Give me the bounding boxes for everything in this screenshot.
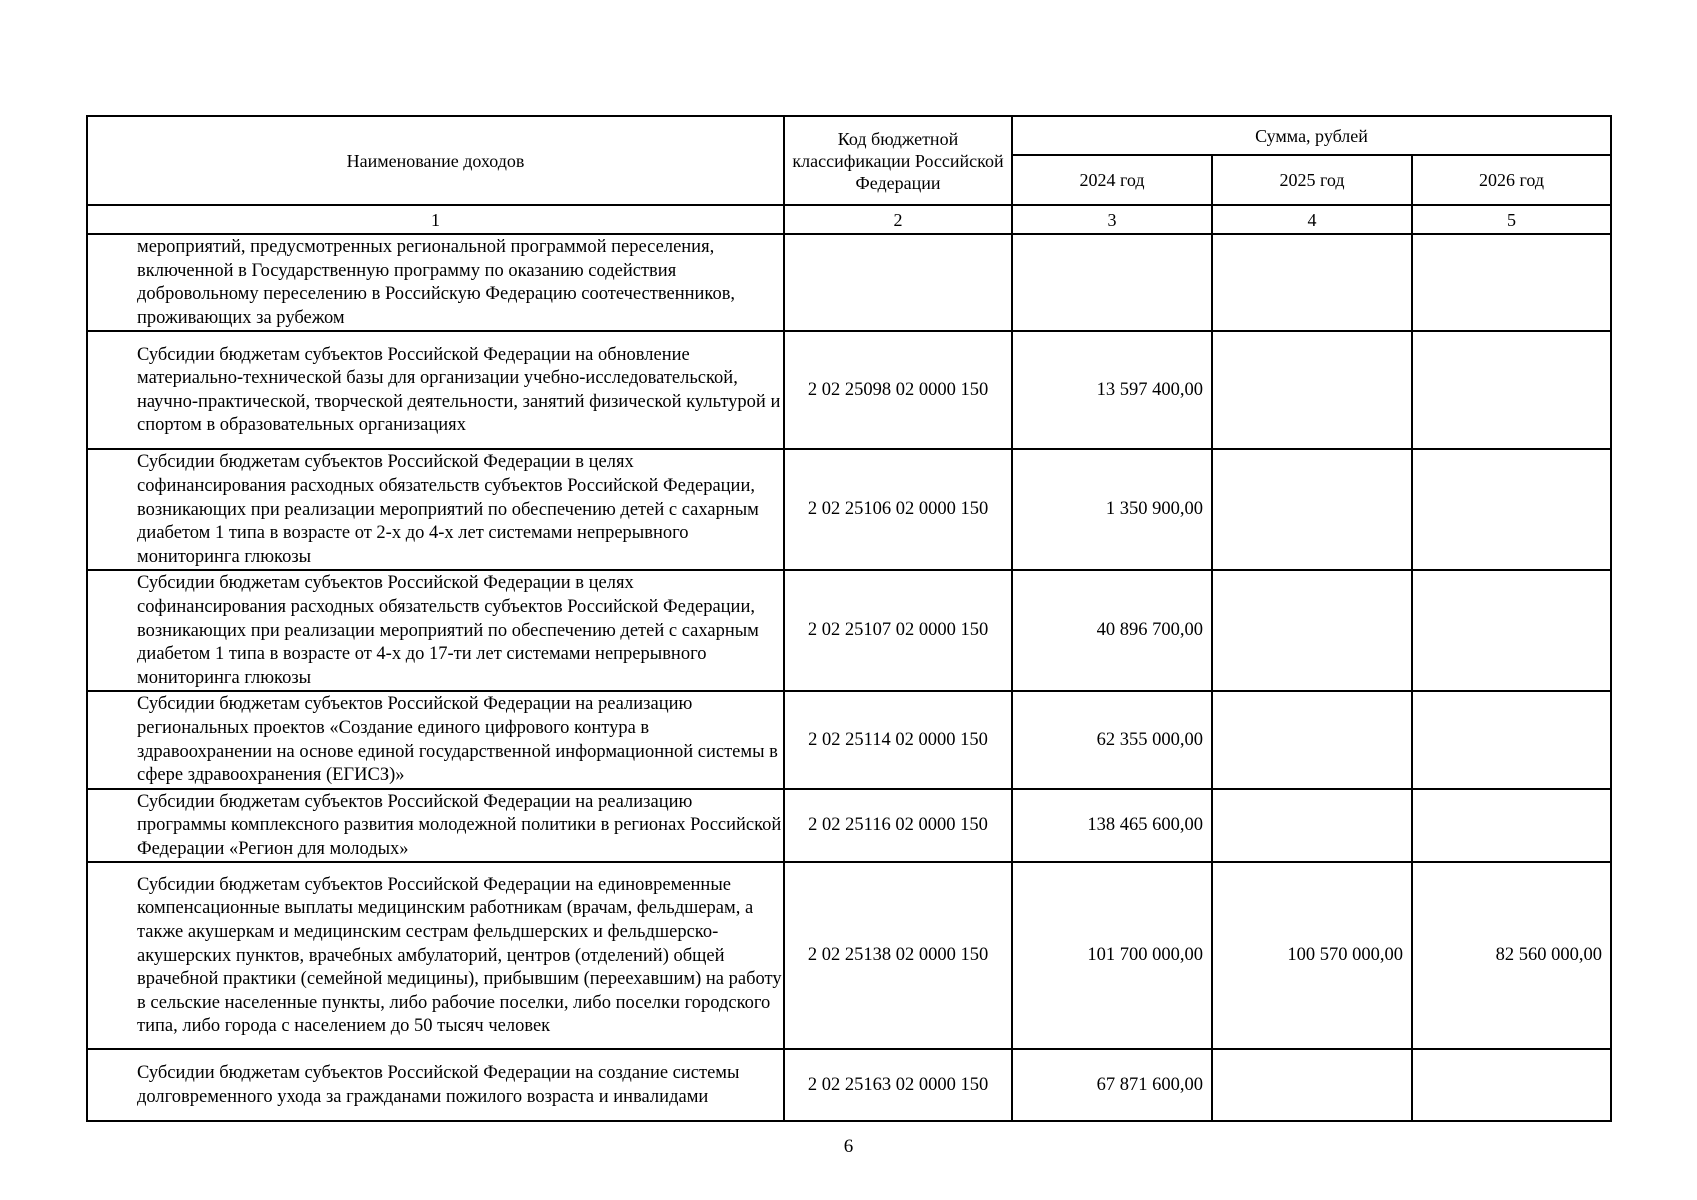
amount-2025 — [1212, 691, 1412, 788]
column-number: 2 — [784, 205, 1012, 234]
amount-2025 — [1212, 789, 1412, 863]
amount-2024: 1 350 900,00 — [1012, 449, 1212, 570]
budget-code: 2 02 25106 02 0000 150 — [784, 449, 1012, 570]
amount-2024: 40 896 700,00 — [1012, 570, 1212, 691]
table-row — [87, 1049, 1611, 1121]
table-row — [87, 862, 1611, 1049]
table-row — [87, 331, 1611, 449]
table-row — [87, 691, 1611, 788]
header-year-2026: 2026 год — [1412, 155, 1611, 205]
amount-2025 — [1212, 234, 1412, 331]
table-row — [87, 449, 1611, 570]
amount-2025: 100 570 000,00 — [1212, 862, 1412, 1049]
page-number: 6 — [843, 1136, 854, 1157]
header-budget-code: Код бюджетной классификации Российской Федерации — [784, 116, 1012, 205]
column-number: 1 — [87, 205, 784, 234]
amount-2024: 101 700 000,00 — [1012, 862, 1212, 1049]
income-name: Субсидии бюджетам субъектов Российской Федерации на создание системы долговременного ухода за гражданами пожилого возраста и инвалидами — [87, 1049, 784, 1121]
amount-2025 — [1212, 449, 1412, 570]
amount-2026 — [1412, 789, 1611, 863]
amount-2026 — [1412, 331, 1611, 449]
budget-code: 2 02 25116 02 0000 150 — [784, 789, 1012, 863]
budget-code: 2 02 25098 02 0000 150 — [784, 331, 1012, 449]
income-name: Субсидии бюджетам субъектов Российской Федерации на реализацию программы комплексного развития молодежной политики в регионах Российской Федерации «Регион для молодых» — [87, 789, 784, 863]
header-year-2024: 2024 год — [1012, 155, 1212, 205]
column-number: 3 — [1012, 205, 1212, 234]
amount-2026 — [1412, 234, 1611, 331]
header-sum-rubles: Сумма, рублей — [1012, 116, 1611, 155]
amount-2026 — [1412, 449, 1611, 570]
income-name: Субсидии бюджетам субъектов Российской Федерации на единовременные компенсационные выплаты медицинским работникам (врачам, фельдшерам, а также акушеркам и медицинским сестрам фельдшерских и фельдшерско-акушерских пунктов, врачебных амбулаторий, центров (отделений) общей врачебной практики (семейной медицины), прибывшим (переехавшим) на работу в сельские населенные пункты, либо рабочие поселки, либо поселки городского типа, либо города с населением до 50 тысяч человек — [87, 862, 784, 1049]
budget-code: 2 02 25114 02 0000 150 — [784, 691, 1012, 788]
amount-2026 — [1412, 691, 1611, 788]
income-name: Субсидии бюджетам субъектов Российской Федерации в целях софинансирования расходных обязательств субъектов Российской Федерации, возникающих при реализации мероприятий по обеспечению детей с сахарным диабетом 1 типа в возрасте от 2-х до 4-х лет системами непрерывного мониторинга глюкозы — [87, 449, 784, 570]
amount-2025 — [1212, 1049, 1412, 1121]
amount-2024: 62 355 000,00 — [1012, 691, 1212, 788]
column-number: 5 — [1412, 205, 1611, 234]
income-name: Субсидии бюджетам субъектов Российской Федерации на обновление материально-технической базы для организации учебно-исследовательской, научно-практической, творческой деятельности, занятий физической культурой и спортом в образовательных организациях — [87, 331, 784, 449]
income-name: Субсидии бюджетам субъектов Российской Федерации в целях софинансирования расходных обязательств субъектов Российской Федерации, возникающих при реализации мероприятий по обеспечению детей с сахарным диабетом 1 типа в возрасте от 4-х до 17-ти лет системами непрерывного мониторинга глюкозы — [87, 570, 784, 691]
table-row — [87, 789, 1611, 863]
budget-code — [784, 234, 1012, 331]
amount-2024: 13 597 400,00 — [1012, 331, 1212, 449]
amount-2025 — [1212, 570, 1412, 691]
amount-2026 — [1412, 1049, 1611, 1121]
table-row — [87, 234, 1611, 331]
income-name: Субсидии бюджетам субъектов Российской Федерации на реализацию региональных проектов «Создание единого цифрового контура в здравоохранении на основе единой государственной информационной системы в сфере здравоохранения (ЕГИСЗ)» — [87, 691, 784, 788]
budget-code: 2 02 25163 02 0000 150 — [784, 1049, 1012, 1121]
amount-2026: 82 560 000,00 — [1412, 862, 1611, 1049]
income-name: мероприятий, предусмотренных региональной программой переселения, включенной в Государственную программу по оказанию содействия добровольному переселению в Российскую Федерацию соотечественников, проживающих за рубежом — [87, 234, 784, 331]
header-income-name: Наименование доходов — [87, 116, 784, 205]
amount-2024: 67 871 600,00 — [1012, 1049, 1212, 1121]
column-number: 4 — [1212, 205, 1412, 234]
amount-2024: 138 465 600,00 — [1012, 789, 1212, 863]
amount-2025 — [1212, 331, 1412, 449]
table-row — [87, 570, 1611, 691]
budget-code: 2 02 25107 02 0000 150 — [784, 570, 1012, 691]
amount-2026 — [1412, 570, 1611, 691]
amount-2024 — [1012, 234, 1212, 331]
budget-code: 2 02 25138 02 0000 150 — [784, 862, 1012, 1049]
revenue-table — [86, 115, 1612, 1122]
header-year-2025: 2025 год — [1212, 155, 1412, 205]
